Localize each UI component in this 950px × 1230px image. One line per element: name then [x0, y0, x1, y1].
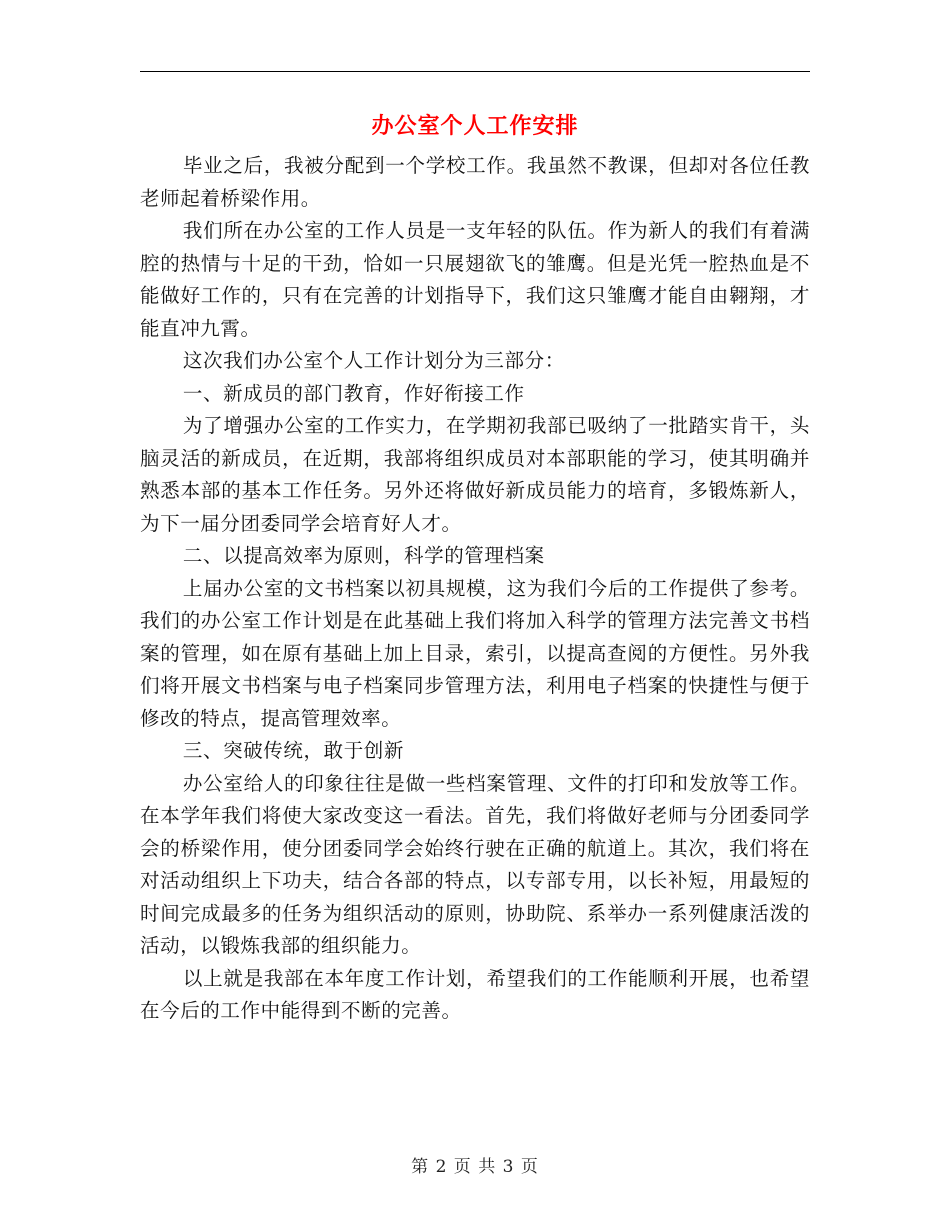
document-body [140, 150, 810, 1028]
paragraph-intro: 毕业之后，我被分配到一个学校工作。我虽然不教课，但却对各位任教老师起着桥梁作用。 [140, 154, 810, 210]
header-rule [140, 71, 810, 72]
page-footer [0, 1152, 950, 1177]
paragraph-section-2: 上届办公室的文书档案以初具规模，这为我们今后的工作提供了参考。我们的办公室工作计划是在此基础上我们将加入科学的管理方法完善文书档案的管理，如在原有基础上加上目录，索引，以提高查阅的方便性。另外我们将开展文书档案与电子档案同步管理方法，利用电子档案的快捷性与便于修改的特点，提高管理效率。 [140, 576, 810, 730]
section-heading-3: 三、突破传统，敢于创新 [182, 739, 404, 762]
paragraph-conclusion: 以上就是我部在本年度工作计划，希望我们的工作能顺利开展，也希望在今后的工作中能得到不断的完善。 [140, 966, 810, 1022]
page-number-label: 第 2 页 共 3 页 [411, 1157, 539, 1177]
section-heading-2: 二、以提高效率为原则，科学的管理档案 [182, 544, 545, 567]
paragraph-section-1: 为了增强办公室的工作实力，在学期初我部已吸纳了一批踏实肯干，头脑灵活的新成员，在近期，我部将组织成员对本部职能的学习，使其明确并熟悉本部的基本工作任务。另外还将做好新成员能力的培育，多锻炼新人，为下一届分团委同学会培育好人才。 [140, 414, 810, 535]
paragraph-plan-overview: 这次我们办公室个人工作计划分为三部分： [182, 349, 565, 372]
paragraph-team: 我们所在办公室的工作人员是一支年轻的队伍。作为新人的我们有着满腔的热情与十足的干劲，恰如一只展翅欲飞的雏鹰。但是光凭一腔热血是不能做好工作的，只有在完善的计划指导下，我们这只雏鹰才能自由翱翔，才能直冲九霄。 [140, 219, 810, 340]
section-heading-1: 一、新成员的部门教育，作好衔接工作 [182, 381, 525, 405]
document-title: 办公室个人工作安排 [371, 113, 579, 139]
paragraph-section-3: 办公室给人的印象往往是做一些档案管理、文件的打印和发放等工作。在本学年我们将使大家改变这一看法。首先，我们将做好老师与分团委同学会的桥梁作用，使分团委同学会始终行驶在正确的航道上。其次，我们将在对活动组织上下功夫，结合各部的特点，以专部专用，以长补短，用最短的时间完成最多的任务为组织活动的原则，协助院、系举办一系列健康活泼的活动，以锻炼我部的组织能力。 [140, 771, 810, 957]
